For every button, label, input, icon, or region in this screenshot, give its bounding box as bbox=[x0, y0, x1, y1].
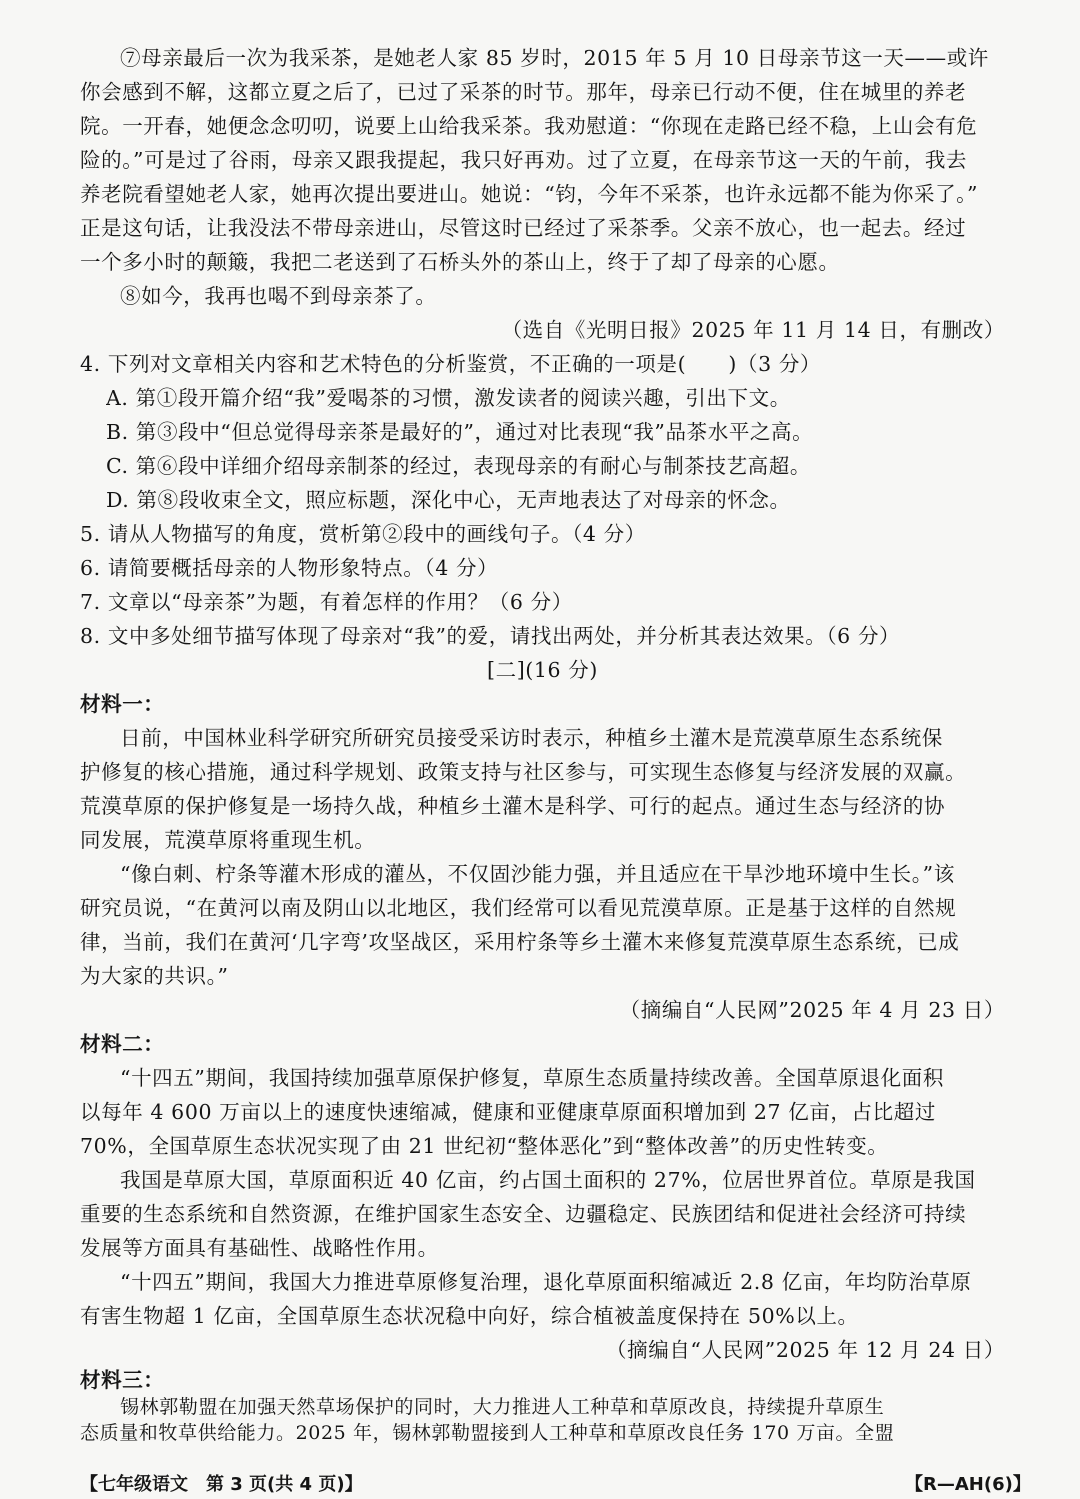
material-line: 为大家的共识。” bbox=[80, 964, 229, 988]
material-line: 重要的生态系统和自然资源，在维护国家生态安全、边疆稳定、民族团结和促进社会经济可持续 bbox=[80, 1202, 967, 1226]
footer-code: 【R—AH(6)】 bbox=[905, 1474, 1031, 1495]
passage-line: 你会感到不解，这都立夏之后了，已过了采茶的时节。那年，母亲已行动不便，住在城里的养老 bbox=[80, 80, 967, 104]
question-7: 7. 文章以“母亲茶”为题，有着怎样的作用？（6 分） bbox=[80, 590, 573, 614]
option-a: A. 第①段开篇介绍“我”爱喝茶的习惯，激发读者的阅读兴趣，引出下文。 bbox=[106, 386, 791, 410]
passage-line: 一个多小时的颠簸，我把二老送到了石桥头外的茶山上，终于了却了母亲的心愿。 bbox=[80, 250, 840, 274]
material-1-heading: 材料一： bbox=[80, 692, 165, 716]
material-line: 日前，中国林业科学研究所研究员接受采访时表示，种植乡土灌木是荒漠草原生态系统保 bbox=[120, 726, 943, 750]
material-line: 同发展，荒漠草原将重现生机。 bbox=[80, 828, 376, 852]
material-line: “十四五”期间，我国大力推进草原修复治理，退化草原面积缩减近 2.8 亿亩，年均防治草原 bbox=[120, 1270, 972, 1294]
question-4: 4. 下列对文章相关内容和艺术特色的分析鉴赏，不正确的一项是( )（3 分） bbox=[80, 352, 822, 376]
option-b: B. 第③段中“但总觉得母亲茶是最好的”，通过对比表现“我”品茶水平之高。 bbox=[106, 420, 814, 444]
material-line: “十四五”期间，我国持续加强草原保护修复，草原生态质量持续改善。全国草原退化面积 bbox=[120, 1066, 944, 1090]
question-5: 5. 请从人物描写的角度，赏析第②段中的画线句子。（4 分） bbox=[80, 522, 646, 546]
material-line: 荒漠草原的保护修复是一场持久战，种植乡土灌木是科学、可行的起点。通过生态与经济的协 bbox=[80, 794, 946, 818]
material-line: 有害生物超 1 亿亩，全国草原生态状况稳中向好，综合植被盖度保持在 50%以上。 bbox=[80, 1304, 859, 1328]
option-c: C. 第⑥段中详细介绍母亲制茶的经过，表现母亲的有耐心与制茶技艺高超。 bbox=[106, 454, 811, 478]
option-d: D. 第⑧段收束全文，照应标题，深化中心，无声地表达了对母亲的怀念。 bbox=[106, 488, 791, 512]
passage-line: ⑧如今，我再也喝不到母亲茶了。 bbox=[120, 284, 437, 308]
material-line: 研究员说，“在黄河以南及阴山以北地区，我们经常可以看见荒漠草原。正是基于这样的自然规 bbox=[80, 896, 957, 920]
material-line: 护修复的核心措施，通过科学规划、政策支持与社区参与，可实现生态修复与经济发展的双赢。 bbox=[80, 760, 967, 784]
material-line: 以每年 4 600 万亩以上的速度快速缩减，健康和亚健康草原面积增加到 27 亿亩，占比超过 bbox=[80, 1100, 936, 1124]
material-line: 律，当前，我们在黄河‘几字弯’攻坚战区，采用柠条等乡土灌木来修复荒漠草原生态系统，已成 bbox=[80, 930, 960, 954]
source-citation: （选自《光明日报》2025 年 11 月 14 日，有删改） bbox=[501, 318, 1005, 342]
passage-line: 正是这句话，让我没法不带母亲进山，尽管这时已经过了采茶季。父亲不放心，也一起去。经过 bbox=[80, 216, 967, 240]
material-line: “像白刺、柠条等灌木形成的灌丛，不仅固沙能力强，并且适应在干旱沙地环境中生长。”该 bbox=[120, 862, 955, 886]
passage-line: 养老院看望她老人家，她再次提出要进山。她说：“钧，今年不采茶，也许永远都不能为你采了。” bbox=[80, 182, 979, 206]
passage-line: 院。一开春，她便念念叨叨，说要上山给我采茶。我劝慰道：“你现在走路已经不稳，上山会有危 bbox=[80, 114, 978, 138]
passage-line: ⑦母亲最后一次为我采茶，是她老人家 85 岁时，2015 年 5 月 10 日母亲节这一天——或许 bbox=[120, 46, 989, 70]
passage-line: 险的。”可是过了谷雨，母亲又跟我提起，我只好再劝。过了立夏，在母亲节这一天的午前，我去 bbox=[80, 148, 968, 172]
material-line: 70%，全国草原生态状况实现了由 21 世纪初“整体恶化”到“整体改善”的历史性转变。 bbox=[80, 1134, 889, 1158]
material-line: 我国是草原大国，草原面积近 40 亿亩，约占国土面积的 27%，位居世界首位。草原是我国 bbox=[120, 1168, 976, 1192]
section-title: [二](16 分) bbox=[487, 658, 598, 682]
material-line: 锡林郭勒盟在加强天然草场保护的同时，大力推进人工种草和草原改良，持续提升草原生 bbox=[120, 1396, 885, 1418]
source-citation: （摘编自“人民网”2025 年 12 月 24 日） bbox=[606, 1338, 1005, 1362]
material-3-heading: 材料三： bbox=[80, 1368, 165, 1392]
material-line: 态质量和牧草供给能力。2025 年，锡林郭勒盟接到人工种草和草原改良任务 170 万亩。全盟 bbox=[80, 1422, 895, 1444]
footer-page-info: 【七年级语文 第 3 页(共 4 页)】 bbox=[80, 1474, 363, 1495]
material-line: 发展等方面具有基础性、战略性作用。 bbox=[80, 1236, 439, 1260]
source-citation: （摘编自“人民网”2025 年 4 月 23 日） bbox=[619, 998, 1005, 1022]
question-6: 6. 请简要概括母亲的人物形象特点。（4 分） bbox=[80, 556, 499, 580]
material-2-heading: 材料二： bbox=[80, 1032, 165, 1056]
question-8: 8. 文中多处细节描写体现了母亲对“我”的爱，请找出两处，并分析其表达效果。（6 分） bbox=[80, 624, 901, 648]
